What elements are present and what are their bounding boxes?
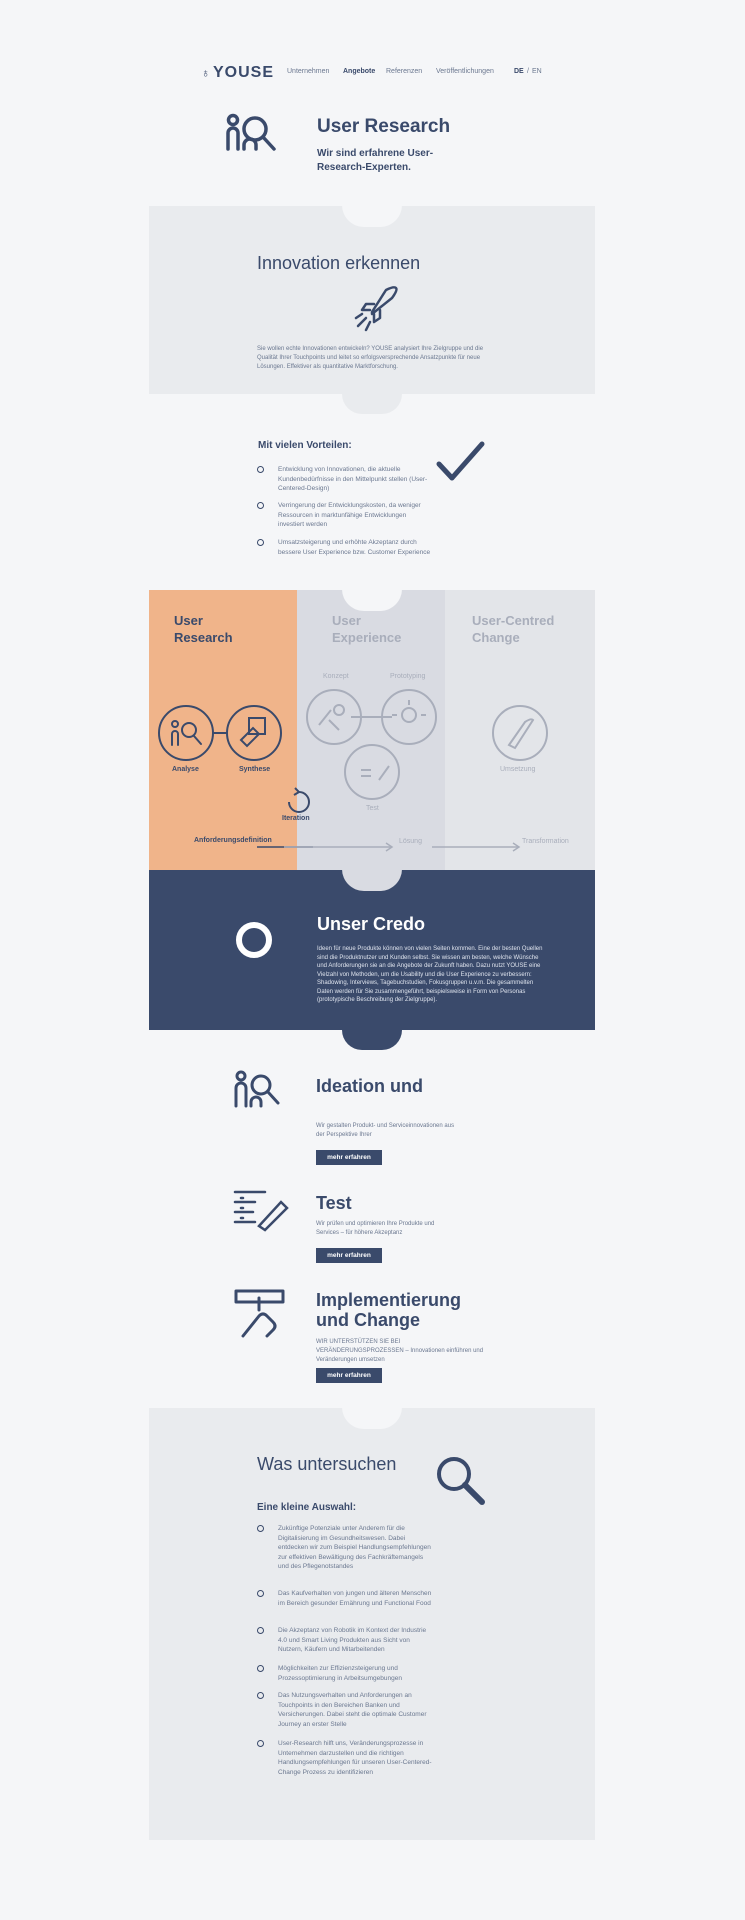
nav-referenzen[interactable]: Referenzen	[386, 68, 423, 75]
list-bullet	[257, 539, 264, 546]
implementation-icon	[233, 1288, 289, 1338]
process-diagram	[149, 590, 595, 870]
label-prototyping: Prototyping	[390, 673, 426, 680]
innovation-title: Innovation erkennen	[257, 253, 421, 273]
service-title-ideation: Ideation und	[316, 1076, 423, 1096]
research-item: Die Akzeptanz von Robotik im Kontext der Industrie 4.0 und Smart Living Produkten aus Sicht von Nutzern, Käufern und Mitarbeitenden	[278, 1627, 427, 1653]
lang-separator: /	[527, 68, 529, 75]
list-bullet	[257, 1627, 264, 1634]
circle-icon	[234, 920, 274, 960]
nav-angebote[interactable]: Angebote	[343, 68, 376, 75]
test-icon	[233, 1188, 289, 1232]
research-item: Möglichkeiten zur Effizienzsteigerung und Prozessoptimierung in Arbeitsumgebungen	[278, 1665, 402, 1682]
process-title-experience: User Experience	[332, 613, 402, 645]
list-bullet	[257, 1692, 264, 1699]
lang-en[interactable]: EN	[532, 68, 542, 75]
service-text-test: Wir prüfen und optimieren Ihre Produkte und Services – für höhere Akzeptanz	[316, 1221, 435, 1236]
list-bullet	[257, 1740, 264, 1747]
research-item: User-Research hilft uns, Veränderungsprozesse in Unternehmen darzustellen und die richtigen Handlungsempfehlungen für unseren User-Centered-Change Prozess zu identifizieren	[278, 1740, 432, 1776]
research-item: Das Nutzungsverhalten und Anforderungen an Touchpoints in den Bereichen Banken und Versicherungen. Dabei steht die optimale Customer Journey an erster Stelle	[278, 1692, 427, 1728]
checkmark-icon	[436, 440, 486, 484]
lang-de[interactable]: DE	[514, 68, 524, 75]
service-text-ideation: Wir gestalten Produkt- und Serviceinnovationen aus der Perspektive Ihrer	[316, 1123, 455, 1138]
research-heading: Eine kleine Auswahl:	[257, 1502, 357, 1513]
list-bullet	[257, 1525, 264, 1532]
research-item: Das Kaufverhalten von jungen und älteren Menschen im Bereich gesunder Ernährung und Functional Food	[278, 1590, 432, 1607]
label-analyse: Analyse	[172, 766, 199, 773]
credo-text: Ideen für neue Produkte können von vielen Seiten kommen. Eine der besten Quellen sind die Produktnutzer und Kunden selbst. Sie wissen am besten, welche Wünsche und Anforderungen sie an die Angebote der Zukunft haben. Dazu nutzt YOUSE eine Vielzahl von Methoden, um die Usability und die User Experience zu verbessern: Shadowing, Interviews, Tagebuchstudien, Fokusgruppen u.v.m. Die gesammelten Daten werden für Sie zusammengeführt, beispielsweise in Form von Personas (prototypische Beschreibung der Zielgruppe).	[317, 946, 543, 1003]
process-title-research: User Research	[174, 613, 233, 645]
advantage-item: Umsatzsteigerung und erhöhte Akzeptanz durch bessere User Experience bzw. Customer Experience	[278, 539, 431, 556]
logo-text: YOUSE	[213, 64, 275, 81]
service-text-implementation: WIR UNTERSTÜTZEN SIE BEI VERÄNDERUNGSPROZESSEN – Innovationen einführen und Veränderungen umsetzen	[316, 1339, 484, 1363]
more-button-test[interactable]: mehr erfahren	[316, 1248, 382, 1263]
advantage-item: Entwicklung von Innovationen, die aktuelle Kundenbedürfnisse in den Mittelpunkt stellen (User-Centered-Design)	[278, 466, 428, 492]
page-title: User Research	[317, 116, 451, 137]
page-subtitle: Wir sind erfahrene User-Research-Experten.	[317, 148, 434, 173]
label-synthese: Synthese	[239, 766, 271, 773]
label-iteration: Iteration	[282, 815, 310, 822]
research-title: Was untersuchen	[257, 1454, 397, 1474]
user-research-icon	[224, 113, 282, 155]
advantages-heading: Mit vielen Vorteilen:	[258, 440, 352, 451]
rocket-icon	[350, 282, 402, 332]
logo-mark-icon: ♁	[201, 66, 211, 80]
nav-unternehmen[interactable]: Unternehmen	[287, 68, 330, 75]
label-transformation: Transformation	[522, 838, 569, 845]
innovation-text: Sie wollen echte Innovationen entwickeln? YOUSE analysiert Ihre Zielgruppe und die Qualität Ihrer Touchpoints und leitet so erfolgsversprechende Ansatzpunkte für neue Lösungen. Effektiver als quantitative Marktforschung.	[257, 346, 484, 370]
research-item: Zukünftige Potenziale unter Anderem für die Digitalisierung im Gesundheitswesen. Dabei entdecken wir zum Beispiel Handlungsempfehlungen zur effektiven Bewältigung des Fachkräftemangels und des Pflegenotstandes	[278, 1525, 431, 1570]
list-bullet	[257, 1590, 264, 1597]
service-title-test: Test	[316, 1193, 352, 1213]
credo-title: Unser Credo	[317, 914, 426, 934]
ideation-icon	[233, 1070, 289, 1110]
label-test: Test	[366, 805, 379, 812]
label-umsetzung: Umsetzung	[500, 766, 536, 773]
process-title-change: User-Centred Change	[472, 613, 555, 645]
logo[interactable]	[201, 64, 274, 82]
more-button-implementation[interactable]: mehr erfahren	[316, 1368, 382, 1383]
advantage-item: Verringerung der Entwicklungskosten, da weniger Ressourcen in marktunfähige Entwicklungen investiert werden	[278, 502, 421, 528]
nav-veroeffentlichungen[interactable]: Veröffentlichungen	[436, 68, 494, 75]
list-bullet	[257, 502, 264, 509]
magnifier-icon	[434, 1454, 488, 1506]
list-bullet	[257, 1665, 264, 1672]
label-konzept: Konzept	[323, 673, 349, 680]
label-loesung: Lösung	[399, 838, 422, 845]
label-anforderungsdefinition: Anforderungsdefinition	[194, 837, 272, 844]
list-bullet	[257, 466, 264, 473]
more-button-ideation[interactable]: mehr erfahren	[316, 1150, 382, 1165]
service-title-implementation: Implementierung und Change	[316, 1290, 462, 1330]
